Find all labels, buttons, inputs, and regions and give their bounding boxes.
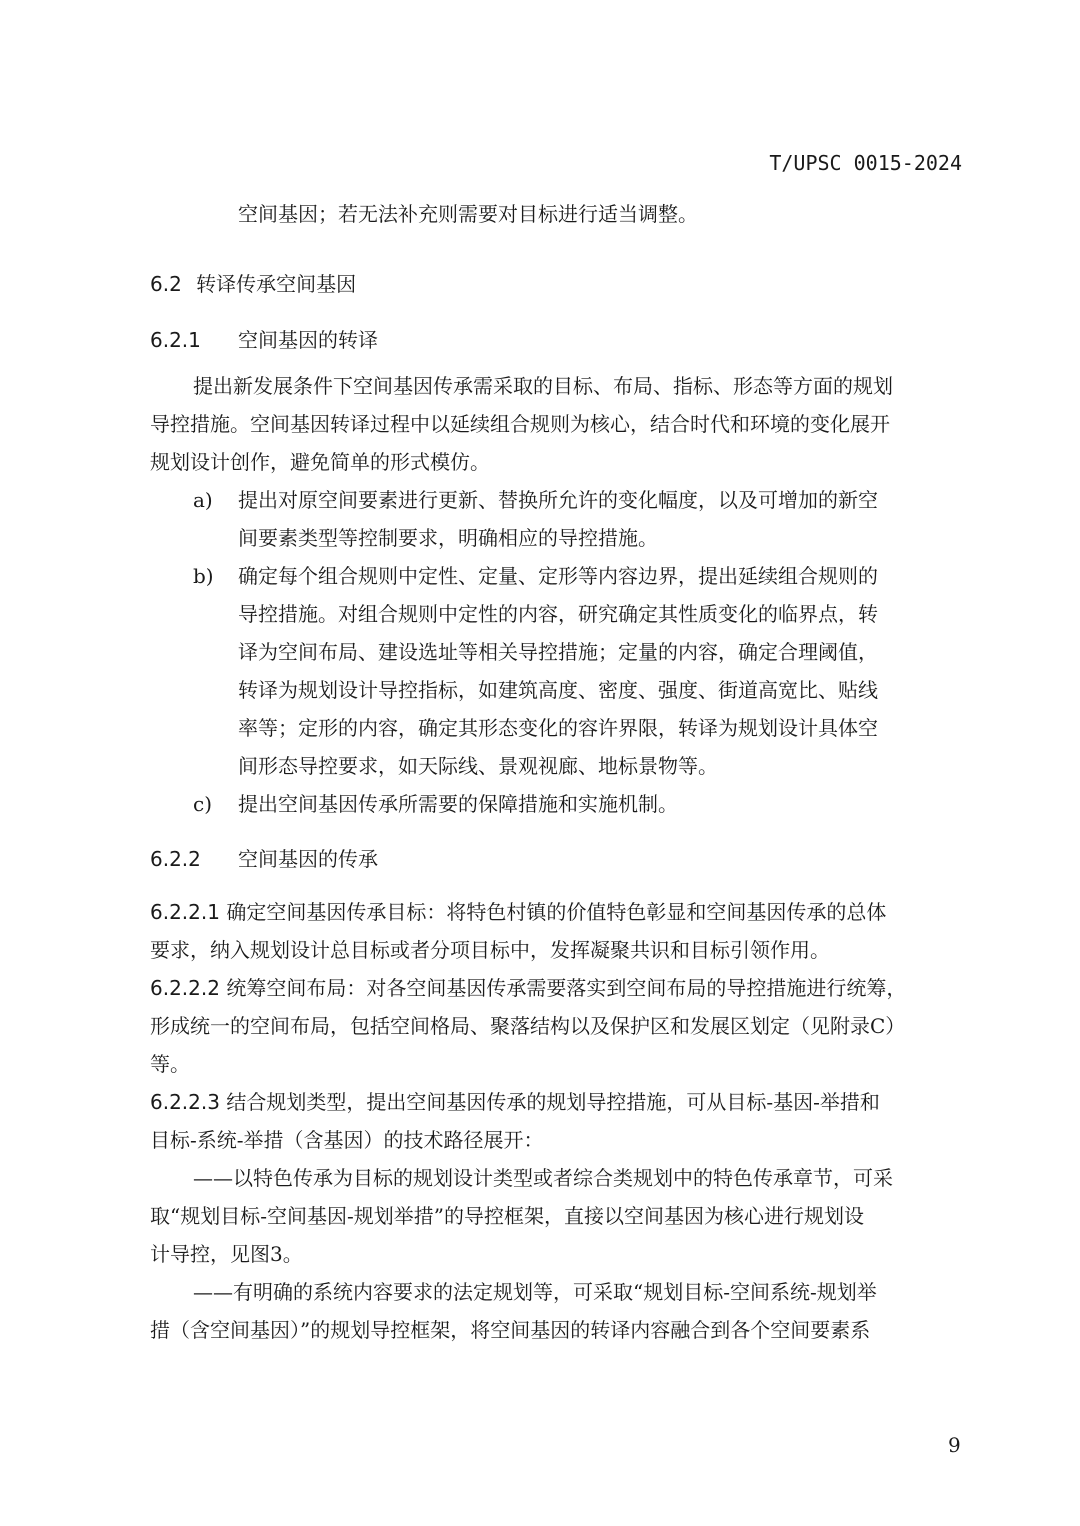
dash-item-line: 取“规划目标-空间基因-规划举措”的导控框架，直接以空间基因为核心进行规划设 [150,1204,864,1228]
clause-line: 等。 [150,1052,190,1076]
clause-6-2-2-1 [150,898,886,926]
clause-text: 确定空间基因传承目标：将特色村镇的价值特色彰显和空间基因传承的总体 [226,900,887,924]
dash-item-line: ——以特色传承为目标的规划设计类型或者综合类规划中的特色传承章节，可采 [193,1166,893,1190]
section-number: 6.2 [150,272,182,296]
clause-line: 形成统一的空间布局，包括空间格局、聚落结构以及保护区和发展区划定（见附录C） [150,1014,906,1038]
list-item-line: 提出空间基因传承所需要的保障措施和实施机制。 [238,792,678,816]
dash-item-line: ——有明确的系统内容要求的法定规划等，可采取“规划目标-空间系统-规划举 [193,1280,877,1304]
document-number: T/UPSC 0015-2024 [769,151,962,175]
section-title: 空间基因的转译 [238,328,378,352]
list-item-line: 提出对原空间要素进行更新、替换所允许的变化幅度，以及可增加的新空 [238,488,878,512]
clause-line: 要求，纳入规划设计总目标或者分项目标中，发挥凝聚共识和目标引领作用。 [150,938,830,962]
paragraph-line: 导控措施。空间基因转译过程中以延续组合规则为核心，结合时代和环境的变化展开 [150,412,890,436]
clause-number: 6.2.2.1 [150,900,220,924]
dash-item-line: 措（含空间基因）”的规划导控框架，将空间基因的转译内容融合到各个空间要素系 [150,1318,871,1342]
paragraph-line: 提出新发展条件下空间基因传承需采取的目标、布局、指标、形态等方面的规划 [193,374,893,398]
section-6-2-1-heading [150,326,378,354]
list-item-line: 导控措施。对组合规则中定性的内容，研究确定其性质变化的临界点，转 [238,602,878,626]
clause-6-2-2-3 [150,1088,880,1116]
list-item-line: 转译为规划设计导控指标，如建筑高度、密度、强度、街道高宽比、贴线 [238,678,878,702]
section-title: 转译传承空间基因 [196,272,357,296]
list-item-line: 确定每个组合规则中定性、定量、定形等内容边界，提出延续组合规则的 [238,564,878,588]
list-marker: c) [193,792,213,816]
clause-text: 统筹空间布局：对各空间基因传承需要落实到空间布局的导控措施进行统筹， [226,976,907,1000]
section-number: 6.2.2 [150,847,201,871]
paragraph-line: 规划设计创作，避免简单的形式模仿。 [150,450,490,474]
continued-paragraph: 空间基因；若无法补充则需要对目标进行适当调整。 [238,202,698,226]
section-6-2-heading [150,270,356,298]
section-number: 6.2.1 [150,328,201,352]
clause-text: 结合规划类型，提出空间基因传承的规划导控措施，可从目标-基因-举措和 [226,1090,880,1114]
list-marker: a) [193,488,213,512]
list-item-line: 间要素类型等控制要求，明确相应的导控措施。 [238,526,658,550]
list-item-line: 率等；定形的内容，确定其形态变化的容许界限，转译为规划设计具体空 [238,716,878,740]
page-number: 9 [948,1433,961,1457]
list-marker: b) [193,564,214,588]
section-6-2-2-heading [150,845,378,873]
section-title: 空间基因的传承 [238,847,378,871]
clause-number: 6.2.2.2 [150,976,220,1000]
clause-line: 目标-系统-举措（含基因）的技术路径展开： [150,1128,544,1152]
clause-number: 6.2.2.3 [150,1090,220,1114]
dash-item-line: 计导控，见图3。 [150,1242,303,1266]
list-item-line: 间形态导控要求，如天际线、景观视廊、地标景物等。 [238,754,718,778]
clause-6-2-2-2 [150,974,906,1002]
list-item-line: 译为空间布局、建设选址等相关导控措施；定量的内容，确定合理阈值， [238,640,878,664]
